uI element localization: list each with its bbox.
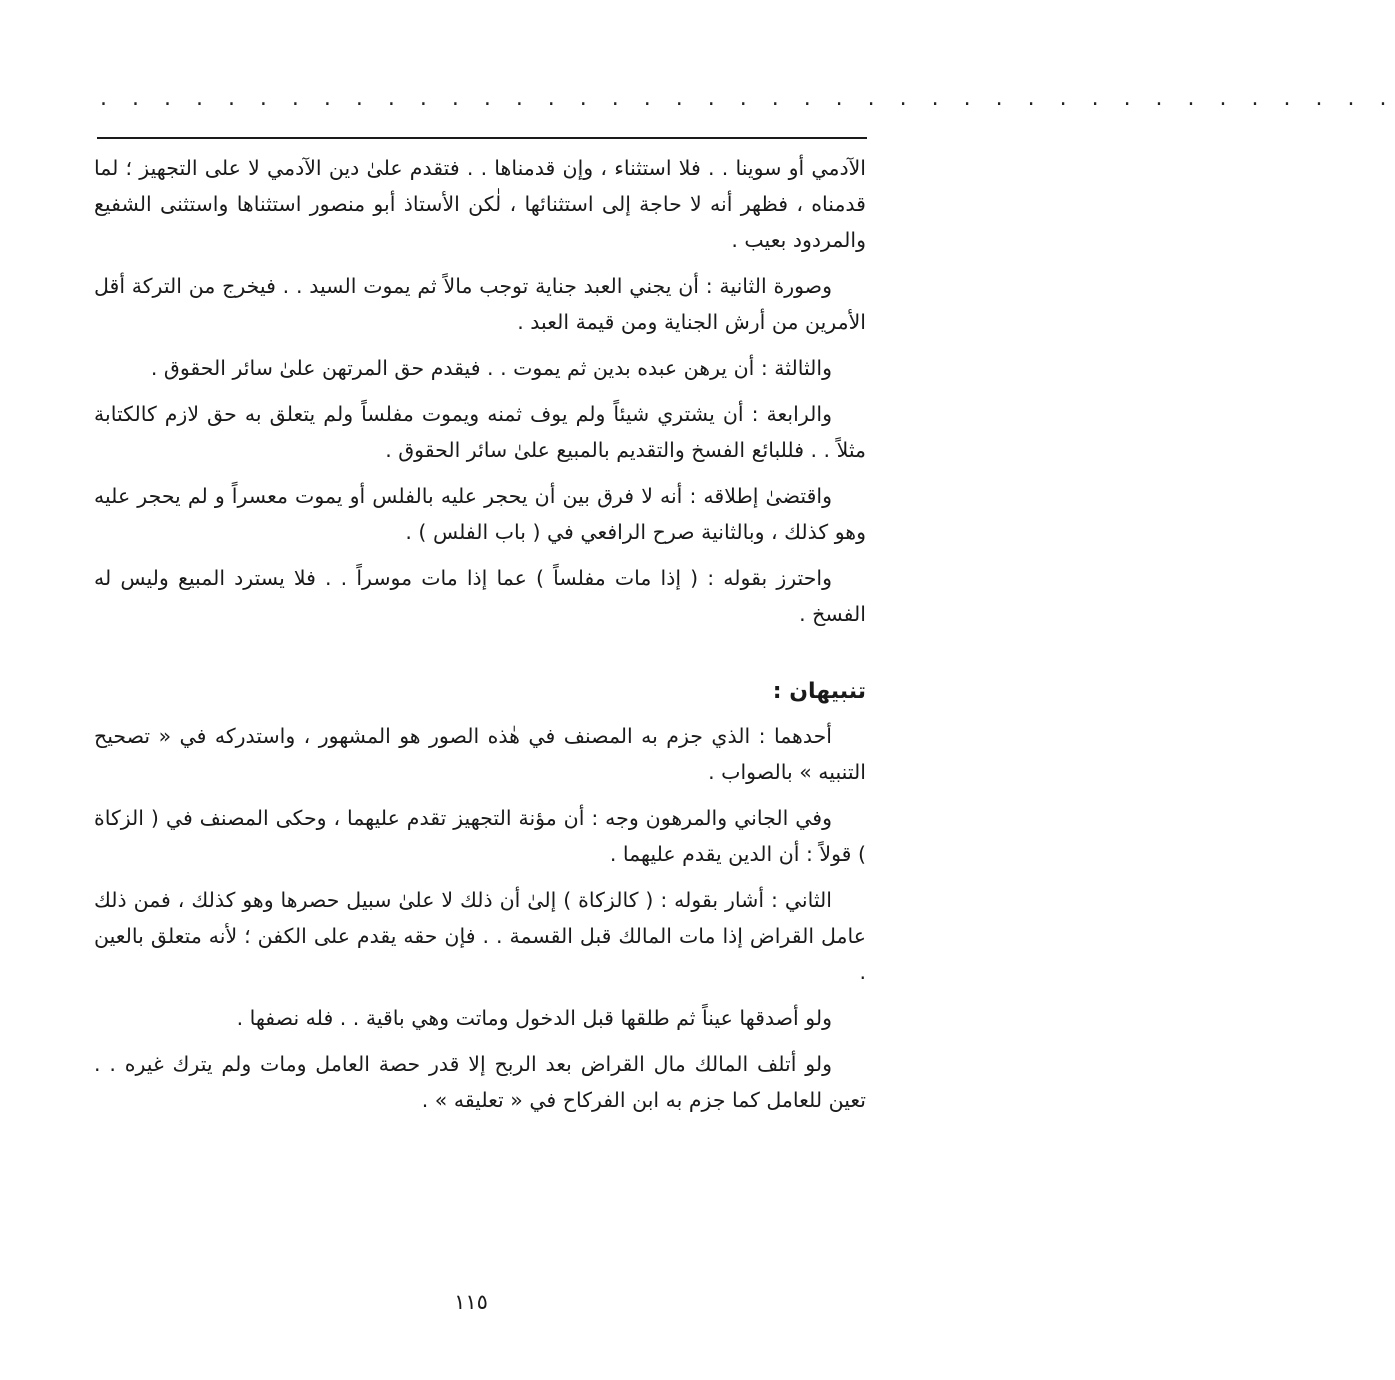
paragraph-continuation: الآدمي أو سوينا . . فلا استثناء ، وإن قدمناها . . فتقدم علىٰ دين الآدمي لا على التجهيز ؛ لما قدمناه ، فظهر أنه لا حاجة إلى استثنائها ، لٰكن الأستاذ أبو منصور استثناها واستثنى الشفيع والمردود بعيب . [94,156,866,252]
note-second: الثاني : أشار بقوله : ( كالزكاة ) إلىٰ أن ذلك لا علىٰ سبيل حصرها وهو كذلك ، فمن ذلك عامل القراض إذا مات المالك قبل القسمة . . فإن حقه يقدم على الكفن ؛ لأنه متعلق بالعين . [94,888,866,984]
paragraph-implication: واقتضىٰ إطلاقه : أنه لا فرق بين أن يحجر عليه بالفلس أو يموت معسراً و لم يحجر عليه وهو كذلك ، وبالثانية صرح الرافعي في ( باب الفلس ) . [94,484,866,544]
paragraph-second-case: وصورة الثانية : أن يجني العبد جناية توجب مالاً ثم يموت السيد . . فيخرج من التركة أقل الأمرين من أرش الجناية ومن قيمة العبد . [94,274,866,334]
paragraph-third-case: والثالثة : أن يرهن عبده بدين ثم يموت . . فيقدم حق المرتهن علىٰ سائر الحقوق . [150,356,832,380]
note-first: أحدهما : الذي جزم به المصنف في هٰذه الصور هو المشهور ، واستدركه في « تصحيح التنبيه » بالصواب . [94,724,866,784]
note-second-example-dowry: ولو أصدقها عيناً ثم طلقها قبل الدخول وماتت وهي باقية . . فله نصفها . [236,1006,832,1030]
note-second-example-qirad: ولو أتلف المالك مال القراض بعد الربح إلا قدر حصة العامل ومات ولم يترك غيره . . تعين للعامل كما جزم به ابن الفركاح في « تعليقه » . [94,1052,866,1112]
section-title-notes: تنبيهان : [772,679,866,704]
note-first-detail: وفي الجاني والمرهون وجه : أن مؤنة التجهيز تقدم عليهما ، وحكى المصنف في ( الزكاة ) قولاً : أن الدين يقدم عليهما . [94,806,866,866]
page-number: ١١٥ [454,1290,488,1314]
paragraph-fourth-case: والرابعة : أن يشتري شيئاً ولم يوف ثمنه ويموت مفلساً ولم يتعلق به حق لازم كالكتابة مثلاً . . فللبائع الفسخ والتقديم بالمبيع علىٰ سائر الحقوق . [94,402,866,462]
header-dotted-line: . . . . . . . . . . . . . . . . . . . . . . . . . . . . . . . . . . . . . . . . . [100,86,1395,111]
header-rule [97,137,867,139]
paragraph-exception: واحترز بقوله : ( إذا مات مفلساً ) عما إذا مات موسراً . . فلا يسترد المبيع وليس له الفسخ . [94,566,866,626]
page-body [94,150,866,1128]
